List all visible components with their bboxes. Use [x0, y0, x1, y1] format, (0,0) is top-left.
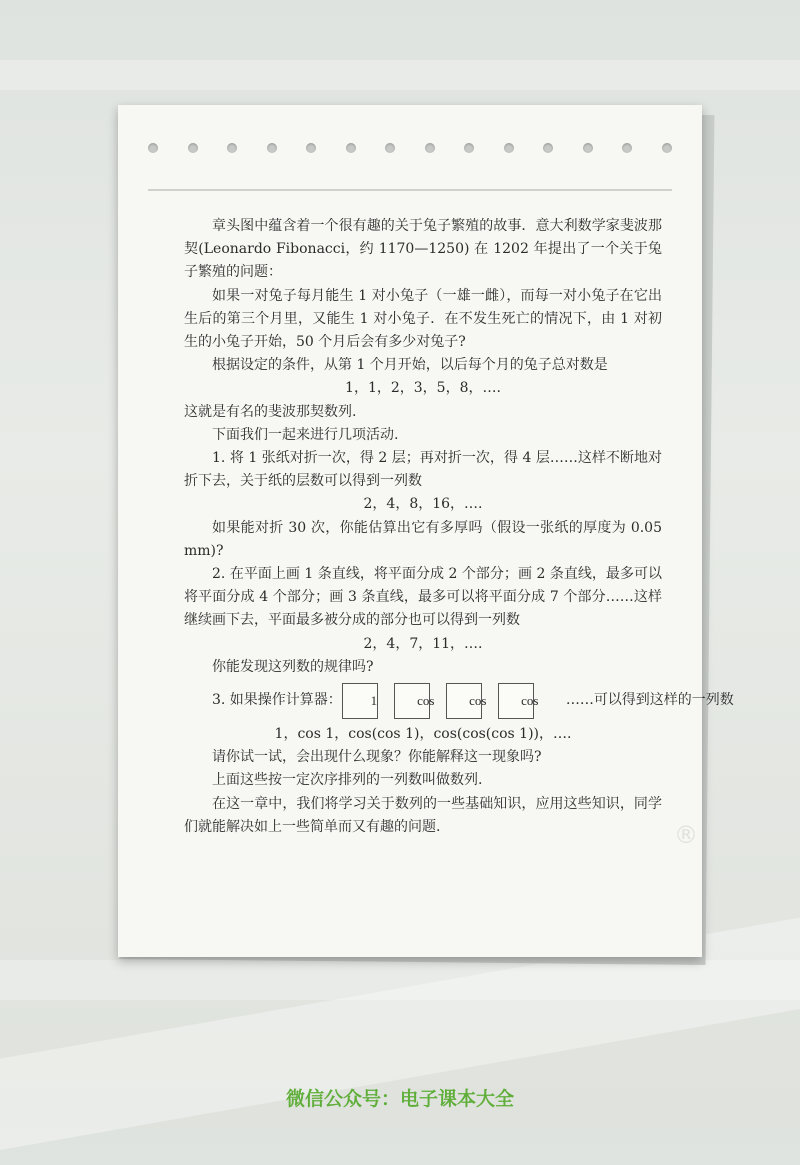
- binding-hole: [188, 143, 198, 153]
- plane-sequence: 2，4，7，11，….: [363, 635, 483, 652]
- rabbit-problem-paragraph: 如果一对兔子每月能生 1 对小兔子（一雄一雌），而每一对小兔子在它出生后的第三个月里，又能生 1 对小兔子．在不发生死亡的情况下，由 1 对初生的小兔子开始，50 个月后会有多少对兔子?: [184, 287, 662, 351]
- activity-2-paragraph: 2. 在平面上画 1 条直线，将平面分成 2 个部分；画 2 条直线，最多可以将平面分成 4 个部分；画 3 条直线，最多可以将平面分成 7 个部分……这样继续画下去，平面最多被分成的部分也可以得到一列数: [184, 566, 662, 629]
- try-it-paragraph: 请你试一试，会出现什么现象？你能解释这一现象吗?: [212, 749, 542, 766]
- background-band: [0, 60, 800, 90]
- binding-hole: [622, 143, 632, 153]
- binding-hole: [662, 143, 672, 153]
- intro-paragraph: 章头图中蕴含着一个很有趣的关于兔子繁殖的故事．意大利数学家斐波那契(Leonardo Fibonacci，约 1170—1250) 在 1202 年提出了一个关于兔子繁殖的问题：: [184, 218, 662, 281]
- calculator-tail: ……可以得到这样的一列数: [565, 692, 734, 709]
- binding-hole: [385, 143, 395, 153]
- page-content: [184, 215, 734, 839]
- sequence-intro-paragraph: 根据设定的条件，从第 1 个月开始，以后每个月的兔子总对数是: [212, 357, 608, 374]
- calculator-key-cos: cos: [446, 683, 482, 719]
- binding-hole: [148, 143, 158, 153]
- chapter-summary-paragraph: 在这一章中，我们将学习关于数列的一些基础知识，应用这些知识，同学们就能解决如上一些简单而又有趣的问题.: [184, 795, 662, 835]
- cosine-sequence: 1，cos 1，cos(cos 1)，cos(cos(cos 1))，….: [274, 726, 572, 743]
- calculator-key-cos: cos: [498, 683, 534, 719]
- notebook-page: [118, 105, 734, 957]
- binding-hole: [227, 143, 237, 153]
- binding-holes: [148, 143, 672, 153]
- fibonacci-sequence: 1，1，2，3，5，8，….: [345, 380, 501, 397]
- folding-question-paragraph: 如果能对折 30 次，你能估算出它有多厚吗（假设一张纸的厚度为 0.05 mm)?: [184, 519, 662, 559]
- binding-hole: [504, 143, 514, 153]
- binding-hole: [306, 143, 316, 153]
- calculator-key-cos: cos: [394, 683, 430, 719]
- activities-intro-paragraph: 下面我们一起来进行几项活动.: [212, 426, 399, 443]
- activity-1-paragraph: 1. 将 1 张纸对折一次，得 2 层；再对折一次，得 4 层……这样不断地对折下去，关于纸的层数可以得到一列数: [184, 450, 662, 490]
- fibonacci-name-paragraph: 这就是有名的斐波那契数列.: [184, 403, 357, 420]
- calculator-lead: 3. 如果操作计算器：: [212, 692, 342, 709]
- pattern-question-paragraph: 你能发现这列数的规律吗?: [212, 658, 374, 675]
- folding-sequence: 2，4，8，16，….: [363, 496, 483, 513]
- header-rule: [148, 189, 672, 191]
- registered-mark: ®: [674, 821, 698, 849]
- binding-hole: [267, 143, 277, 153]
- binding-hole: [346, 143, 356, 153]
- binding-hole: [464, 143, 474, 153]
- calculator-key-1: 1: [342, 683, 378, 719]
- binding-hole: [425, 143, 435, 153]
- footer-brand: 微信公众号：电子课本大全: [285, 1088, 514, 1110]
- sequence-definition-paragraph: 上面这些按一定次序排列的一列数叫做数列.: [212, 772, 483, 789]
- calculator-activity: [184, 679, 734, 723]
- binding-hole: [583, 143, 593, 153]
- binding-hole: [543, 143, 553, 153]
